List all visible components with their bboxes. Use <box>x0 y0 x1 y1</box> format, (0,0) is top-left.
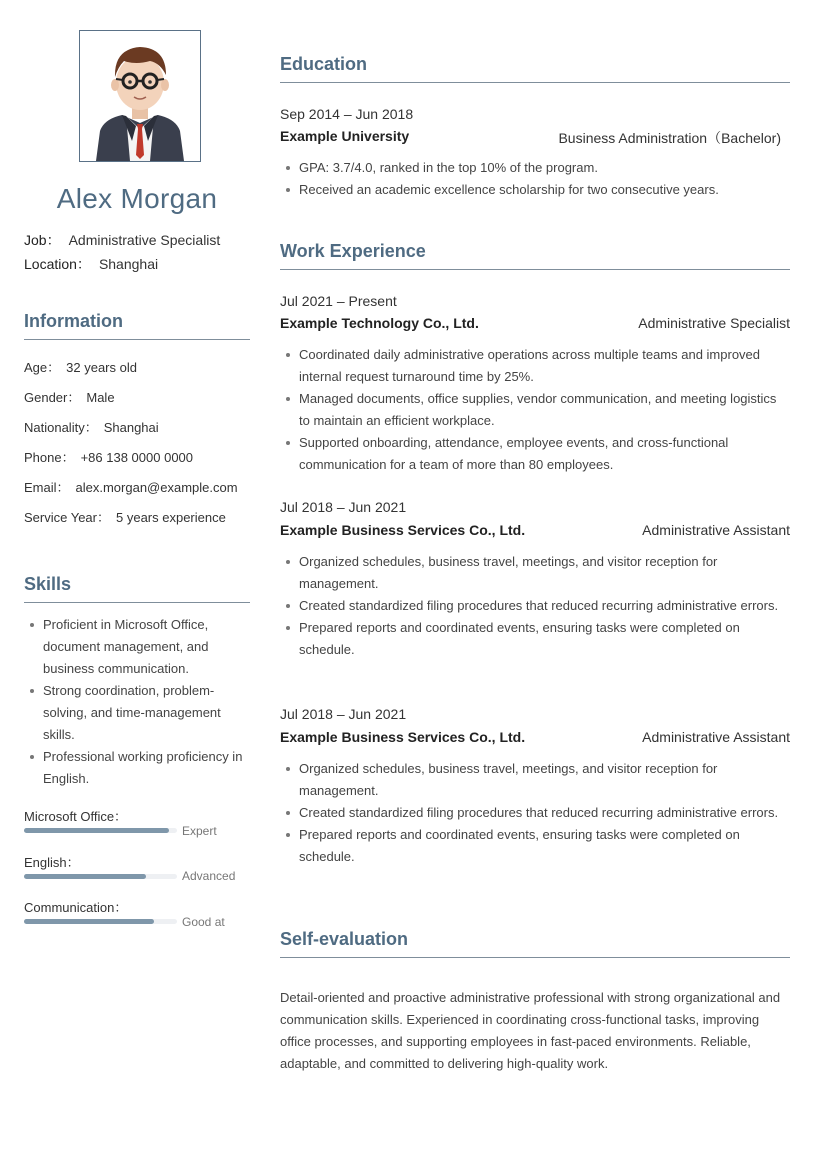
education-school: Example University <box>280 128 410 144</box>
skill-level-office: Expert <box>182 824 217 838</box>
job-company: Example Business Services Co., Ltd. <box>280 522 526 538</box>
job-bullets <box>280 344 790 476</box>
skill-bar-english <box>24 874 177 879</box>
list-item: Managed documents, office supplies, vendor communication, and meeting logistics to maintain an efficient workplace. <box>280 388 790 432</box>
info-label: Age： <box>24 360 61 375</box>
skills-list <box>24 614 244 790</box>
job-value: Administrative Specialist <box>68 232 221 248</box>
information-rule <box>24 339 250 340</box>
education-major: Business Administration（Bachelor) <box>558 130 781 146</box>
list-item: Supported onboarding, attendance, employee events, and cross-functional communication for a team of more than 80 employees. <box>280 432 790 476</box>
skills-heading: Skills <box>24 574 72 594</box>
job-company: Example Technology Co., Ltd. <box>280 315 479 331</box>
job-company: Example Business Services Co., Ltd. <box>280 729 526 745</box>
job-bullets <box>280 758 790 868</box>
education-rule <box>280 82 790 83</box>
info-row-email <box>24 477 238 496</box>
info-label: Gender： <box>24 390 81 405</box>
skills-rule <box>24 602 250 603</box>
skill-bar-office <box>24 828 177 833</box>
info-label: Phone： <box>24 450 75 465</box>
education-heading: Education <box>280 54 368 74</box>
info-value: 32 years old <box>66 360 137 375</box>
job-date: Jul 2021 – Present <box>280 293 397 309</box>
education-date: Sep 2014 – Jun 2018 <box>280 106 414 122</box>
info-row-phone <box>24 447 193 466</box>
avatar-illustration-icon <box>80 31 200 161</box>
info-row-gender <box>24 387 115 406</box>
skill-level-english: Advanced <box>182 869 236 883</box>
self-evaluation-text: Detail-oriented and proactive administrative professional with strong organizational and communication skills. Experienced in coordinating cross-functional tasks, improving office processes, and supporting employees in fast-paced environments. Reliable, adaptable, and committed to delivering high-quality work. <box>280 990 781 1071</box>
info-label: Service Year： <box>24 510 110 525</box>
list-item: GPA: 3.7/4.0, ranked in the top 10% of the program. <box>280 157 790 179</box>
job-date: Jul 2018 – Jun 2021 <box>280 499 407 515</box>
person-name: Alex Morgan <box>56 183 218 214</box>
self-evaluation-rule <box>280 957 790 958</box>
info-label: Nationality： <box>24 420 98 435</box>
list-item: Organized schedules, business travel, meetings, and visitor reception for management. <box>280 551 790 595</box>
skill-bar-fill <box>24 874 146 879</box>
location-row <box>24 254 158 274</box>
list-item: Prepared reports and coordinated events, ensuring tasks were completed on schedule. <box>280 824 790 868</box>
list-item: Received an academic excellence scholarship for two consecutive years. <box>280 179 790 201</box>
list-item: Organized schedules, business travel, meetings, and visitor reception for management. <box>280 758 790 802</box>
work-rule <box>280 269 790 270</box>
list-item: Prepared reports and coordinated events, ensuring tasks were completed on schedule. <box>280 617 790 661</box>
job-role: Administrative Assistant <box>642 729 790 745</box>
skill-label-english: English： <box>24 855 80 870</box>
info-value: Shanghai <box>103 420 159 435</box>
skill-label-communication: Communication： <box>24 900 128 915</box>
job-role: Administrative Specialist <box>638 315 790 331</box>
skill-bar-fill <box>24 919 154 924</box>
info-label: Email： <box>24 480 70 495</box>
list-item: Created standardized filing procedures that reduced recurring administrative errors. <box>280 595 790 617</box>
info-value: +86 138 0000 0000 <box>80 450 194 465</box>
education-list <box>280 157 790 201</box>
job-date: Jul 2018 – Jun 2021 <box>280 706 407 722</box>
skill-bar-communication <box>24 919 177 924</box>
skill-bar-fill <box>24 828 169 833</box>
list-item: Coordinated daily administrative operations across multiple teams and improved internal request turnaround time by 25%. <box>280 344 790 388</box>
info-value: 5 years experience <box>116 510 226 525</box>
list-item: Professional working proficiency in English. <box>24 746 244 790</box>
info-value: Male <box>86 390 115 405</box>
list-item: Proficient in Microsoft Office, document management, and business communication. <box>24 614 244 680</box>
location-value: Shanghai <box>98 256 159 272</box>
avatar <box>79 30 201 162</box>
job-label: Job： <box>24 232 61 248</box>
self-evaluation-heading: Self-evaluation <box>280 929 409 949</box>
job-role: Administrative Assistant <box>642 522 790 538</box>
list-item: Created standardized filing procedures that reduced recurring administrative errors. <box>280 802 790 824</box>
info-row-service-year <box>24 507 226 526</box>
info-row-age <box>24 357 137 376</box>
info-row-nationality <box>24 417 159 436</box>
work-heading: Work Experience <box>280 241 426 261</box>
info-value: alex.morgan@example.com <box>75 480 238 495</box>
location-label: Location： <box>24 256 91 272</box>
skill-label-office: Microsoft Office： <box>24 809 128 824</box>
list-item: Strong coordination, problem-solving, and time-management skills. <box>24 680 244 746</box>
job-row <box>24 230 220 250</box>
information-heading: Information <box>24 311 123 331</box>
job-bullets <box>280 551 790 661</box>
skill-level-communication: Good at <box>182 915 225 929</box>
